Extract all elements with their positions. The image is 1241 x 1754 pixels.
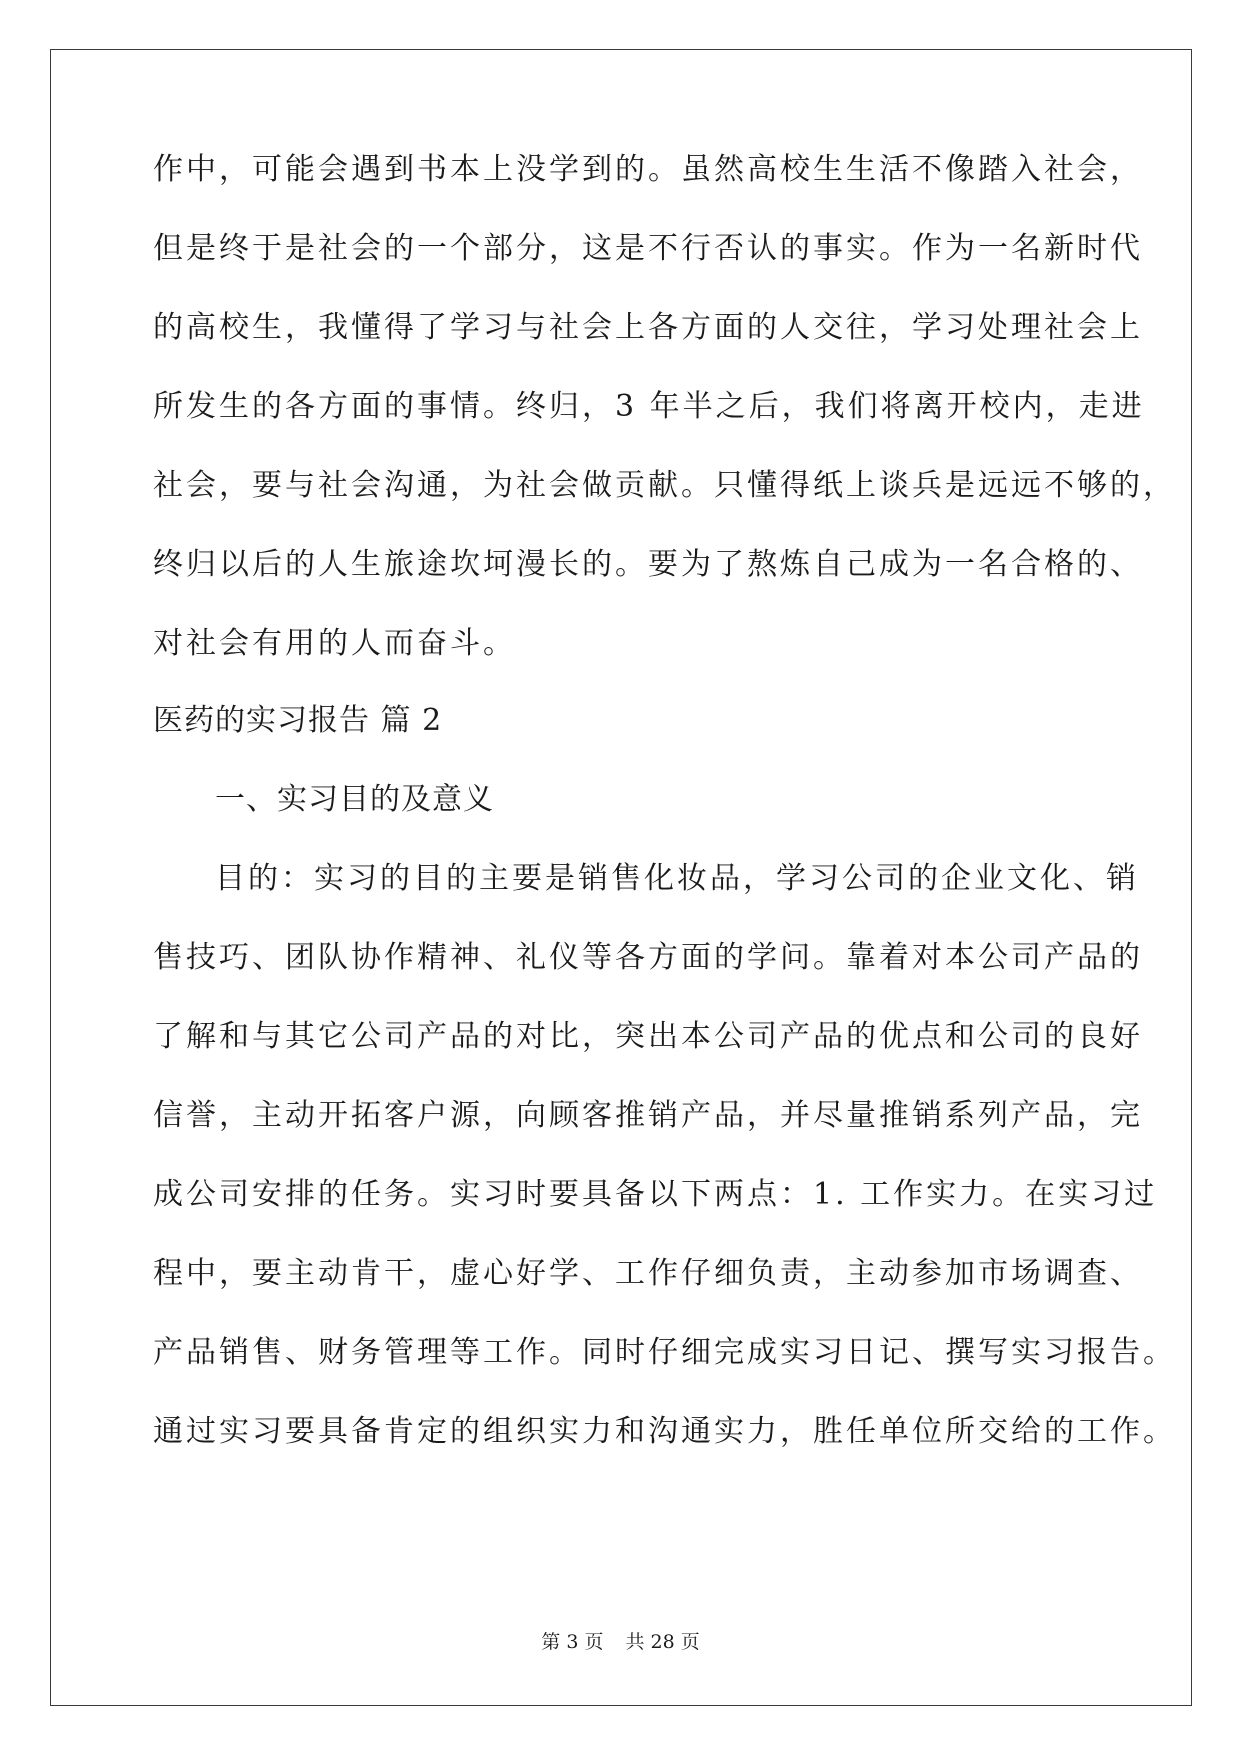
body-line: 但是终于是社会的一个部分，这是不行否认的事实。作为一名新时代 xyxy=(153,231,1143,266)
body-line: 的高校生，我懂得了学习与社会上各方面的人交往，学习处理社会上 xyxy=(153,310,1143,345)
body-line: 对社会有用的人而奋斗。 xyxy=(153,626,516,661)
body-line: 社会，要与社会沟通，为社会做贡献。只懂得纸上谈兵是远远不够的， xyxy=(153,468,1176,503)
body-line: 售技巧、团队协作精神、礼仪等各方面的学问。靠着对本公司产品的 xyxy=(153,940,1143,975)
body-line: 作中，可能会遇到书本上没学到的。虽然高校生生活不像踏入社会， xyxy=(153,152,1143,187)
body-line: 了解和与其它公司产品的对比，突出本公司产品的优点和公司的良好 xyxy=(153,1019,1143,1054)
section-title: 医药的实习报告 篇 2 xyxy=(153,703,443,738)
body-line: 信誉，主动开拓客户源，向顾客推销产品，并尽量推销系列产品，完 xyxy=(153,1098,1143,1133)
body-line: 目的：实习的目的主要是销售化妆品，学习公司的企业文化、销 xyxy=(215,861,1139,896)
page-footer xyxy=(0,1630,1241,1654)
body-line: 成公司安排的任务。实习时要具备以下两点：1. 工作实力。在实习过 xyxy=(153,1177,1158,1212)
body-line: 通过实习要具备肯定的组织实力和沟通实力，胜任单位所交给的工作。 xyxy=(153,1414,1176,1449)
page-number: 第 3 页 xyxy=(541,1631,604,1653)
page-total: 共 28 页 xyxy=(625,1631,700,1653)
body-line: 产品销售、财务管理等工作。同时仔细完成实习日记、撰写实习报告。 xyxy=(153,1335,1176,1370)
subsection-title: 一、实习目的及意义 xyxy=(215,782,494,817)
body-line: 程中，要主动肯干，虚心好学、工作仔细负责，主动参加市场调查、 xyxy=(153,1256,1143,1291)
body-line: 所发生的各方面的事情。终归，3 年半之后，我们将离开校内，走进 xyxy=(153,389,1145,424)
body-line: 终归以后的人生旅途坎坷漫长的。要为了熬炼自己成为一名合格的、 xyxy=(153,547,1143,582)
